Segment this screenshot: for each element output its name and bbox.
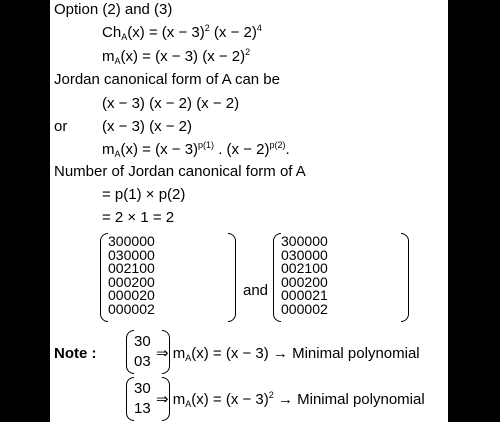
matrix-cell: 0 — [108, 246, 116, 263]
note-line-b: ⇒ $m_A(x) = (x - 3)^2$ → Minimal polynomial — [156, 390, 425, 409]
matrix-cell: 0 — [319, 246, 328, 263]
matrix-cell: 0 — [304, 300, 313, 317]
matrix-cell: 0 — [115, 233, 124, 249]
matrix-cell: 0 — [146, 246, 155, 263]
jordan-matrix-1 — [100, 233, 236, 322]
matrix-body — [108, 235, 155, 316]
matrix-cell: 0 — [288, 300, 297, 317]
matrix-cell: 0 — [312, 246, 320, 263]
matrix-cell: 0 — [139, 273, 147, 290]
characteristic-polynomial: $Ch_A(x) = (x - 3)^2$ $(x - 2)^4$ — [102, 23, 262, 42]
matrix-cell: 0 — [146, 273, 155, 290]
matrix-cell: 2 — [296, 260, 305, 276]
matrix-body — [134, 379, 151, 419]
count-equation-2: = 2 × 1 = 2 — [102, 209, 175, 226]
matrix-body — [134, 332, 151, 372]
matrix-cell: 3 — [281, 233, 289, 249]
jordan-form-1: (x − 3) (x − 2) (x − 2) — [102, 95, 240, 112]
matrix-cell: 0 — [108, 273, 116, 290]
matrix-cell: 0 — [304, 233, 313, 249]
matrix-cell: 0 — [123, 246, 132, 263]
matrix-cell: 0 — [296, 300, 305, 317]
minimal-polynomial-line: $m_A(x) = (x - 3) (x - 2)^2$ — [102, 47, 251, 66]
matrix-cell: 3 — [142, 400, 151, 417]
matrix-cell: 2 — [146, 300, 155, 317]
jordan-form-2: (x − 3) (x − 2) — [102, 118, 193, 135]
count-equation-1: = p(1) × p(2) — [102, 186, 186, 203]
matrix-row — [281, 303, 328, 317]
matrix-cell: 0 — [139, 300, 147, 317]
matrix-cell: 0 — [296, 246, 305, 263]
matrix-cell: 0 — [142, 333, 151, 350]
matrix-cell: 2 — [319, 300, 328, 317]
matrix-cell: 0 — [304, 287, 313, 303]
matrix-cell: 0 — [281, 260, 289, 276]
matrix-cell: 0 — [123, 300, 132, 317]
matrix-cell: 2 — [312, 287, 320, 303]
matrix-cell: 0 — [312, 273, 320, 290]
matrix-body — [281, 235, 328, 316]
matrix-cell: 3 — [115, 246, 124, 263]
matrix-cell: 0 — [131, 246, 140, 263]
matrix-cell: 0 — [123, 233, 132, 249]
matrix-cell: 0 — [115, 300, 124, 317]
matrix-cell: 0 — [139, 246, 147, 263]
matrix-cell: 3 — [288, 246, 297, 263]
jordan-intro: Jordan canonical form of A can be — [54, 71, 280, 88]
jordan-matrix-2 — [273, 233, 409, 322]
matrix-cell: 0 — [288, 273, 297, 290]
matrix-cell: 0 — [131, 300, 140, 317]
matrix-cell: 2 — [139, 287, 147, 303]
matrix-cell: 0 — [139, 260, 147, 276]
matrix-cell: 0 — [288, 233, 297, 249]
matrix-cell: 0 — [134, 353, 143, 370]
matrix-cell: 0 — [146, 260, 155, 276]
matrix-cell: 0 — [123, 287, 132, 303]
matrix-cell: 0 — [296, 233, 305, 249]
matrix-cell: 0 — [319, 273, 328, 290]
matrix-cell: 0 — [319, 233, 328, 249]
matrix-cell: 0 — [115, 260, 124, 276]
matrix-cell: 0 — [296, 287, 305, 303]
matrix-cell: 0 — [312, 260, 320, 276]
matrix-cell: 3 — [108, 233, 116, 249]
matrix-row — [134, 332, 151, 352]
or-label: or — [54, 118, 68, 135]
matrix-cell: 0 — [281, 300, 289, 317]
note-label: Note : — [54, 345, 97, 362]
matrix-cell: 1 — [131, 260, 140, 276]
minimal-polynomial-general: $m_A(x) = (x - 3)^{p(1)}$ . $(x - 2)^{p(2)}$. — [102, 140, 290, 159]
option-line: Option (2) and (3) — [54, 1, 173, 18]
matrix-cell: 2 — [123, 260, 132, 276]
matrix-row — [134, 352, 151, 372]
matrix-cell: 0 — [281, 287, 289, 303]
count-intro: Number of Jordan canonical form of A — [54, 163, 306, 180]
matrix-cell: 0 — [108, 287, 116, 303]
matrix-cell: 1 — [134, 400, 143, 417]
matrix-cell: 0 — [319, 260, 328, 276]
matrix-cell: 0 — [312, 233, 320, 249]
matrix-cell: 0 — [131, 233, 140, 249]
matrix-cell: 0 — [146, 287, 155, 303]
matrix-cell: 1 — [319, 287, 328, 303]
matrix-cell: 3 — [134, 380, 143, 397]
matrix-row — [134, 379, 151, 399]
document-page — [50, 0, 448, 422]
matrix-cell: 0 — [288, 260, 297, 276]
matrix-cell: 0 — [142, 380, 151, 397]
matrix-cell: 0 — [304, 246, 313, 263]
and-label: and — [243, 282, 269, 299]
matrix-cell: 0 — [146, 233, 155, 249]
matrix-cell: 2 — [131, 273, 140, 290]
matrix-cell: 0 — [115, 287, 124, 303]
matrix-cell: 0 — [296, 273, 305, 290]
matrix-cell: 1 — [304, 260, 313, 276]
matrix-row — [108, 303, 155, 317]
matrix-cell: 3 — [134, 333, 143, 350]
matrix-row — [134, 399, 151, 419]
note-line-a: ⇒ $m_A(x) = (x - 3)$ → Minimal polynomial — [156, 345, 420, 363]
matrix-cell: 0 — [139, 233, 147, 249]
matrix-cell: 0 — [288, 287, 297, 303]
matrix-cell: 3 — [142, 353, 151, 370]
matrix-cell: 0 — [108, 300, 116, 317]
matrix-cell: 0 — [281, 273, 289, 290]
matrix-cell: 0 — [312, 300, 320, 317]
matrix-cell: 0 — [131, 287, 140, 303]
matrix-cell: 0 — [123, 273, 132, 290]
matrix-cell: 0 — [108, 260, 116, 276]
matrix-cell: 0 — [115, 273, 124, 290]
matrix-cell: 0 — [281, 246, 289, 263]
matrix-cell: 2 — [304, 273, 313, 290]
